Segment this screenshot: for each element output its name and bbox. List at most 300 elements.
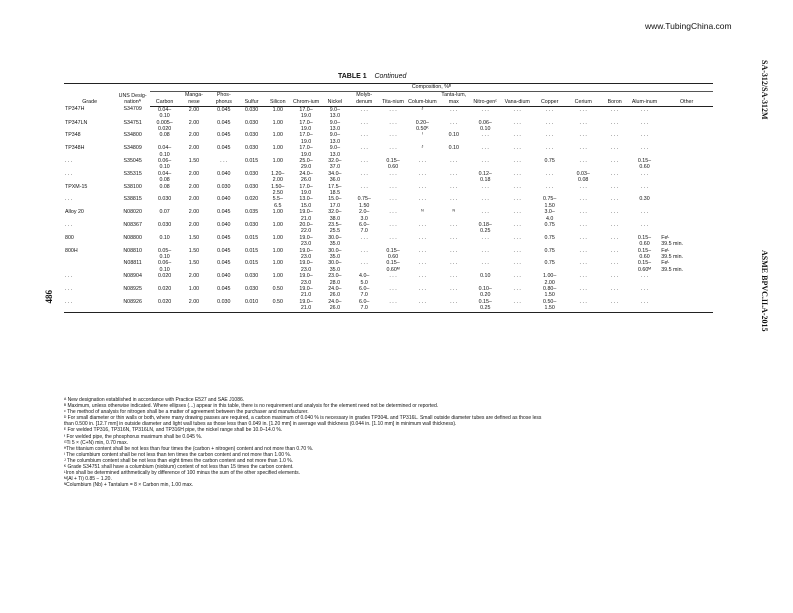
table-cell: 0.08 — [159, 132, 170, 139]
table-row — [64, 132, 713, 145]
table-cell: 23.0– 28.0 — [328, 273, 342, 286]
grade-cell: . . . — [65, 273, 73, 280]
col-header: Silicon — [264, 92, 291, 107]
table-cell: 17.0– 19.0 — [299, 106, 313, 120]
table-cell: . . . — [546, 119, 554, 126]
table-cell: . . . — [407, 299, 438, 312]
table-cell: . . . — [640, 222, 649, 229]
table-cell: . . . — [438, 299, 469, 312]
footnote: ᶜ The method of analysis for nitrogen shall be a matter of agreement between the purchaser and manufacturer. — [64, 409, 309, 416]
table-cell: 0.040 — [217, 170, 231, 177]
uns-cell: N08020 — [123, 209, 142, 216]
table-body — [64, 106, 713, 312]
table-cell: . . . — [513, 170, 521, 177]
col-header: Boron — [601, 92, 629, 107]
table-cell: 2.00 — [188, 106, 200, 113]
table-cell: . . . — [579, 222, 587, 229]
table-cell: 0.035 — [244, 209, 259, 216]
table-cell: 19.0– 23.0 — [299, 247, 313, 260]
col-header: Sulfur — [239, 92, 264, 107]
table-cell: . . . — [389, 170, 397, 177]
table-cell: . . . — [640, 132, 649, 139]
table-cell: 19.0– 21.0 — [299, 286, 313, 299]
col-header: Alum-inum — [629, 92, 660, 107]
table-cell: 0.020 — [244, 196, 259, 203]
table-cell: . . . — [546, 183, 554, 190]
table-cell: 0.04– 0.08 — [157, 170, 172, 184]
side-spec-label: SA-312/SA-312M — [760, 60, 769, 120]
table-cell: 0.75– 1.50 — [357, 196, 371, 209]
table-cell: 0.04– 0.10 — [157, 145, 172, 158]
table-cell: 0.030 — [244, 132, 259, 139]
table-cell: . . . — [610, 234, 619, 241]
table-cell: . . . — [610, 260, 619, 267]
table-cell: Feᴸ 39.5 min. — [661, 234, 684, 248]
table-cell: Feᴸ 39.5 min. — [661, 260, 684, 273]
table-cell: . . . — [360, 158, 368, 165]
table-cell — [660, 273, 713, 286]
table-cell: 0.045 — [217, 286, 231, 293]
table-cell: . . . — [389, 132, 397, 139]
table-cell: . . . — [418, 234, 427, 241]
table-cell: . . . — [360, 234, 368, 241]
table-row — [64, 286, 713, 299]
footnote: ᴷ Grade S34751 shall have a columbium (niobium) content of not less than 15 times the carbon content. — [64, 464, 294, 471]
table-cell: . . . — [546, 170, 554, 177]
table-cell: . . . — [418, 158, 427, 165]
uns-cell: N08810 — [123, 247, 142, 254]
table-cell: 9.0– 13.0 — [329, 106, 341, 120]
col-header: Nitro-genᶜ — [470, 92, 501, 107]
table-cell: 2.00 — [188, 273, 200, 280]
table-cell: . . . — [389, 196, 397, 203]
footnote: ᴶ The columbium content shall be not less than eight times the carbon content and not more than 1.0 %. — [64, 457, 294, 464]
table-cell: 17.0– 19.0 — [299, 132, 313, 145]
table-cell: 0.045 — [217, 209, 231, 216]
table-cell: . . . — [566, 299, 601, 312]
uns-cell: N08926 — [115, 299, 150, 312]
table-row — [64, 235, 713, 248]
table-cell: 17.0– 19.0 — [299, 183, 313, 196]
table-row — [64, 106, 713, 119]
table-cell: 2.00 — [179, 299, 208, 312]
table-cell: . . . — [513, 222, 521, 229]
footnote: ᴸIron shall be determined arithmetically by difference of 100 minus the sum of the other specified elements. — [64, 470, 300, 477]
table-cell: 0.06– 0.10 — [157, 260, 172, 273]
table-title-label: TABLE 1 — [338, 73, 367, 80]
table-cell: 0.12– 0.18 — [478, 170, 492, 184]
table-cell: . . . — [360, 106, 368, 113]
table-cell: 0.15– 0.60ᴹ — [637, 260, 652, 273]
table-cell: 0.50 — [264, 299, 291, 312]
table-row — [64, 171, 713, 184]
table-cell: 17.5– 18.5 — [328, 183, 342, 196]
footnote: ᴰ For small diameter or thin walls or both, where many drawing passes are required, a carbon maximum of 0.040 % is necessary in grades TP304L and TP316L. Small outside diameter tubes are defined as those less — [64, 415, 542, 422]
table-cell: 0.75 — [544, 234, 555, 241]
table-cell: 32.0– 38.0 — [328, 209, 342, 222]
table-cell: ᴶ — [421, 106, 424, 113]
grade-cell: TP348H — [65, 145, 85, 152]
table-cell: ᴵ — [421, 132, 423, 139]
table-cell: . . . — [481, 234, 489, 241]
table-cell: 2.0– 3.0 — [359, 209, 370, 222]
table-cell: 19.0– 21.0 — [291, 299, 320, 312]
table-cell: 0.030 — [244, 119, 259, 126]
table-cell: 0.06– 0.10 — [157, 158, 172, 171]
uns-cell: N08811 — [123, 260, 142, 267]
table-cell: 0.045 — [217, 260, 231, 267]
composition-table — [64, 83, 713, 313]
table-cell: . . . — [450, 260, 458, 267]
table-cell: . . . — [450, 170, 458, 177]
table-cell: 1.20– 2.00 — [271, 170, 285, 184]
table-cell: . . . — [513, 183, 521, 190]
table-cell: 19.0– 23.0 — [299, 234, 313, 248]
table-cell: 0.08 — [159, 183, 170, 190]
table-cell: 0.75 — [544, 158, 555, 165]
grade-cell: TP347H — [65, 106, 85, 113]
table-cell: . . . — [481, 247, 489, 254]
table-cell: . . . — [579, 286, 587, 293]
table-cell: 2.00 — [188, 222, 200, 229]
table-cell: 17.0– 19.0 — [299, 145, 313, 158]
grade-cell — [64, 260, 115, 273]
table-cell: . . . — [481, 145, 489, 152]
table-cell: . . . — [379, 299, 406, 312]
watermark: www.TubingChina.com — [645, 21, 732, 31]
table-cell: 24.0– 26.0 — [321, 299, 349, 312]
table-cell: 0.15– 0.60 — [386, 247, 400, 260]
table-cell: . . . — [481, 183, 489, 190]
table-cell — [660, 299, 713, 312]
col-header: Cerium — [566, 92, 601, 107]
grade-cell: . . . — [65, 170, 73, 177]
table-cell: . . . — [360, 183, 368, 190]
table-cell: . . . — [610, 170, 619, 177]
table-cell: . . . — [389, 106, 397, 113]
table-cell: 1.50 — [188, 234, 200, 241]
table-cell: ᴺ — [452, 209, 455, 216]
col-header: Manga-nese — [179, 92, 208, 107]
col-header-uns: UNS Desig-nationᴬ — [115, 84, 150, 107]
side-code-label: ASME BPVC.II.A-2015 — [760, 250, 769, 332]
table-cell: 0.030 — [244, 170, 259, 177]
table-cell: . . . — [389, 273, 397, 280]
table-cell: 0.05– 0.10 — [157, 247, 172, 260]
table-cell: 1.00 — [272, 145, 283, 152]
table-cell: . . . — [640, 106, 649, 113]
table-cell: 9.0– 13.0 — [329, 145, 341, 158]
table-cell: . . . — [579, 209, 587, 216]
col-header-grade: Grade — [64, 84, 115, 107]
table-cell: . . . — [579, 196, 587, 203]
table-cell: 6.0– 7.0 — [359, 286, 370, 299]
grade-cell: 800 — [65, 234, 74, 241]
col-header: Tanta-lum, max — [438, 92, 469, 107]
table-cell: . . . — [481, 158, 489, 165]
col-header: Copper — [533, 92, 565, 107]
table-cell: 0.75 — [544, 260, 555, 267]
table-row — [64, 145, 713, 158]
table-cell: 0.15– 0.60 — [386, 158, 400, 171]
uns-cell: S34751 — [123, 119, 142, 126]
table-cell: . . . — [629, 299, 660, 312]
table-cell: 0.030 — [244, 286, 259, 293]
uns-cell: S38815 — [123, 196, 142, 203]
table-cell: 0.030 — [157, 196, 172, 203]
table-cell: . . . — [579, 106, 587, 113]
table-cell: 0.045 — [217, 145, 231, 152]
table-cell: . . . — [389, 222, 397, 229]
table-cell: . . . — [513, 286, 521, 293]
table-cell: . . . — [450, 247, 458, 254]
table-cell: 0.030 — [209, 299, 239, 312]
col-header: Colum-bium — [407, 92, 438, 107]
table-cell: . . . — [610, 106, 619, 113]
table-cell: 0.010 — [239, 299, 264, 312]
table-cell: 0.80– 1.50 — [543, 286, 557, 299]
table-cell — [660, 158, 713, 171]
footnote: ᴹ(Al + Ti) 0.85 − 1.20. — [64, 476, 112, 483]
table-cell: 9.0– 13.0 — [329, 119, 341, 132]
grade-cell: . . . — [64, 299, 115, 312]
col-header: Nickel — [321, 92, 349, 107]
table-cell — [660, 145, 713, 158]
table-cell: 0.045 — [217, 119, 231, 126]
table-cell: 1.00 — [272, 222, 283, 229]
table-cell: 30.0– 35.0 — [328, 247, 342, 260]
table-cell: . . . — [513, 106, 521, 113]
grade-cell: 800H — [65, 247, 78, 254]
table-cell: 0.040 — [217, 273, 231, 280]
table-cell: . . . — [513, 145, 521, 152]
grade-cell: . . . — [65, 286, 73, 293]
table-cell: 0.045 — [217, 247, 231, 254]
footnote: ᴵ The columbium content shall be not less than ten times the carbon content and not more than 1.00 %. — [64, 451, 292, 458]
table-cell: 0.020 — [157, 286, 172, 293]
table-cell: . . . — [360, 247, 368, 254]
table-cell: . . . — [579, 183, 587, 190]
table-cell: 0.15– 0.60 — [637, 247, 652, 260]
table-cell: . . . — [481, 132, 489, 139]
footnote: ᴺColumbium (Nb) + Tantalum = 8 × Carbon min, 1.00 max. — [64, 482, 194, 489]
uns-cell: N08925 — [123, 286, 142, 293]
table-cell: 0.04– 0.10 — [157, 106, 172, 120]
table-cell: 0.15– 0.60 — [637, 158, 652, 171]
header-top-row — [64, 84, 713, 92]
table-cell: 0.020 — [150, 299, 179, 312]
table-cell: 0.10 — [159, 234, 170, 241]
table-cell: . . . — [501, 299, 533, 312]
table-cell: . . . — [418, 196, 427, 203]
uns-cell: S38100 — [123, 183, 142, 190]
grade-cell: Alloy 20 — [65, 209, 84, 216]
table-cell — [660, 184, 713, 197]
table-cell: . . . — [360, 132, 368, 139]
table-cell — [660, 132, 713, 145]
footnote: ᶠ For welded pipe, the phosphorus maximum shall be 0.045 %. — [64, 433, 203, 440]
table-cell: . . . — [610, 183, 619, 190]
table-cell — [660, 222, 713, 235]
table-cell: . . . — [513, 209, 521, 216]
header-row — [64, 92, 713, 107]
table-cell: 32.0– 37.0 — [328, 158, 342, 171]
footnote: ᴳTi 5 × (C+N) min, 0.70 max. — [64, 439, 128, 446]
table-cell: . . . — [513, 273, 521, 280]
table-cell: . . . — [389, 119, 397, 126]
table-cell: 0.015 — [244, 247, 259, 254]
col-header: Carbon — [150, 92, 179, 107]
table-cell: . . . — [579, 260, 587, 267]
table-cell: . . . — [450, 196, 458, 203]
table-row — [64, 120, 713, 133]
table-cell: . . . — [389, 183, 397, 190]
page-number: 486 — [44, 290, 54, 304]
table-cell: 1.00 — [272, 260, 283, 267]
table-cell: 0.07 — [159, 209, 170, 216]
table-cell: 15.0– 17.0 — [328, 196, 342, 209]
table-cell: 6.0– 7.0 — [349, 299, 379, 312]
table-cell: 0.18– 0.25 — [478, 222, 492, 235]
table-cell: . . . — [610, 286, 619, 293]
uns-cell: S35045 — [123, 158, 142, 165]
table-cell — [660, 106, 713, 119]
table-cell: . . . — [610, 119, 619, 126]
footnotes — [64, 397, 724, 488]
table-cell: . . . — [450, 286, 458, 293]
table-cell: 0.015 — [244, 234, 259, 241]
table-cell: 0.030 — [244, 222, 259, 229]
table-cell: 1.00 — [272, 234, 283, 241]
footnote: ᴴThe titanium content shall be not less than four times the (carbon + nitrogen) content and not more than 0.70 %. — [64, 445, 314, 452]
table-cell: . . . — [418, 247, 427, 254]
table-cell: 2.00 — [188, 145, 200, 152]
table-cell: 0.15– 0.25 — [470, 299, 501, 312]
table-cell: . . . — [418, 222, 427, 229]
grade-cell: . . . — [65, 222, 73, 229]
table-cell: . . . — [610, 222, 619, 229]
table-cell: . . . — [579, 273, 587, 280]
table-cell: 2.00 — [188, 119, 200, 126]
table-cell: 23.5– 25.5 — [328, 222, 342, 235]
table-cell: . . . — [610, 273, 619, 280]
table-cell: 1.00 — [272, 158, 283, 165]
table-cell: 0.10 — [448, 145, 459, 152]
table-cell: 0.50– 1.50 — [533, 299, 565, 312]
uns-cell: S34709 — [123, 106, 142, 113]
table-cell: . . . — [610, 145, 619, 152]
table-cell: 0.06– 0.10 — [478, 119, 492, 132]
table-cell: 0.015 — [244, 158, 259, 165]
table-cell: 19.0– 23.0 — [299, 273, 313, 286]
table-cell: Feᴸ 39.5 min. — [661, 247, 684, 260]
grade-cell: TP348 — [65, 132, 81, 139]
table-cell: . . . — [640, 183, 649, 190]
table-cell: . . . — [579, 234, 587, 241]
col-header: Vana-dium — [501, 92, 533, 107]
table-cell: . . . — [389, 286, 397, 293]
table-cell: 0.005– 0.020 — [156, 119, 173, 132]
table-row — [64, 273, 713, 286]
table-cell: 0.10– 0.20 — [478, 286, 492, 299]
table-cell: . . . — [220, 158, 228, 165]
table-cell — [660, 171, 713, 184]
grade-cell: . . . — [65, 196, 73, 203]
table-cell: . . . — [481, 196, 489, 203]
uns-cell: N08904 — [123, 273, 142, 280]
table-cell: . . . — [610, 132, 619, 139]
table-cell: 19.0– 23.0 — [299, 260, 313, 273]
table-cell: . . . — [513, 132, 521, 139]
table-cell: 0.030 — [244, 145, 259, 152]
table-cell: . . . — [360, 170, 368, 177]
table-cell: 0.75 — [544, 222, 555, 229]
table-cell: 0.020 — [157, 273, 172, 280]
col-header: Molyb-denum — [349, 92, 379, 107]
col-header: Phos-phorus — [209, 92, 239, 107]
table-cell: 0.030 — [244, 183, 259, 190]
table-cell: 0.03– 0.08 — [576, 170, 590, 184]
table-row — [64, 248, 713, 261]
table-cell: . . . — [450, 234, 458, 241]
table-cell: 0.045 — [217, 106, 231, 113]
table-cell: . . . — [640, 119, 649, 126]
table-cell: 0.030 — [157, 222, 172, 229]
table-cell: . . . — [389, 145, 397, 152]
table-cell: 1.50 — [188, 247, 200, 254]
table-cell: 0.10 — [448, 132, 459, 139]
table-cell: 0.10 — [480, 273, 491, 280]
table-cell: 0.040 — [217, 222, 231, 229]
table-cell: 9.0– 13.0 — [329, 132, 341, 145]
table-cell — [660, 209, 713, 222]
table-cell: . . . — [546, 145, 554, 152]
table-row — [64, 158, 713, 171]
table-cell: 0.75– 1.50 — [543, 196, 557, 209]
table-cell: ᴺ — [421, 209, 424, 216]
table-cell: . . . — [640, 209, 649, 216]
composition-header: Composition, %ᴮ — [150, 84, 713, 92]
col-header: Tita-nium — [379, 92, 406, 107]
table-cell: . . . — [481, 106, 489, 113]
table-cell: . . . — [481, 260, 489, 267]
table-cell: 0.20– 0.50ᴷ — [415, 119, 429, 132]
table-cell: 0.15– 0.60ᴹ — [386, 260, 400, 273]
table-cell: 6.0– 7.0 — [359, 222, 370, 235]
table-title — [338, 73, 406, 80]
grade-cell: TPXM-15 — [65, 183, 88, 190]
table-cell: . . . — [513, 260, 521, 267]
grade-cell: TP347LN — [65, 119, 88, 126]
table-cell: 2.00 — [188, 209, 200, 216]
table-cell: 24.0– 26.0 — [328, 286, 342, 299]
table-cell: 0.50 — [272, 286, 283, 293]
table-cell: 1.00 — [272, 247, 283, 254]
table-cell: . . . — [579, 158, 587, 165]
table-cell: . . . — [579, 247, 587, 254]
table-cell: . . . — [481, 209, 489, 216]
table-row — [64, 299, 713, 312]
uns-cell: N08800 — [123, 234, 142, 241]
table-cell: . . . — [360, 260, 368, 267]
table-cell: . . . — [418, 286, 427, 293]
table-cell: . . . — [450, 222, 458, 229]
table-cell: 1.00 — [272, 273, 283, 280]
table-cell: . . . — [418, 183, 427, 190]
table-cell: . . . — [610, 247, 619, 254]
table-cell: . . . — [546, 106, 554, 113]
table-cell: . . . — [450, 119, 458, 126]
